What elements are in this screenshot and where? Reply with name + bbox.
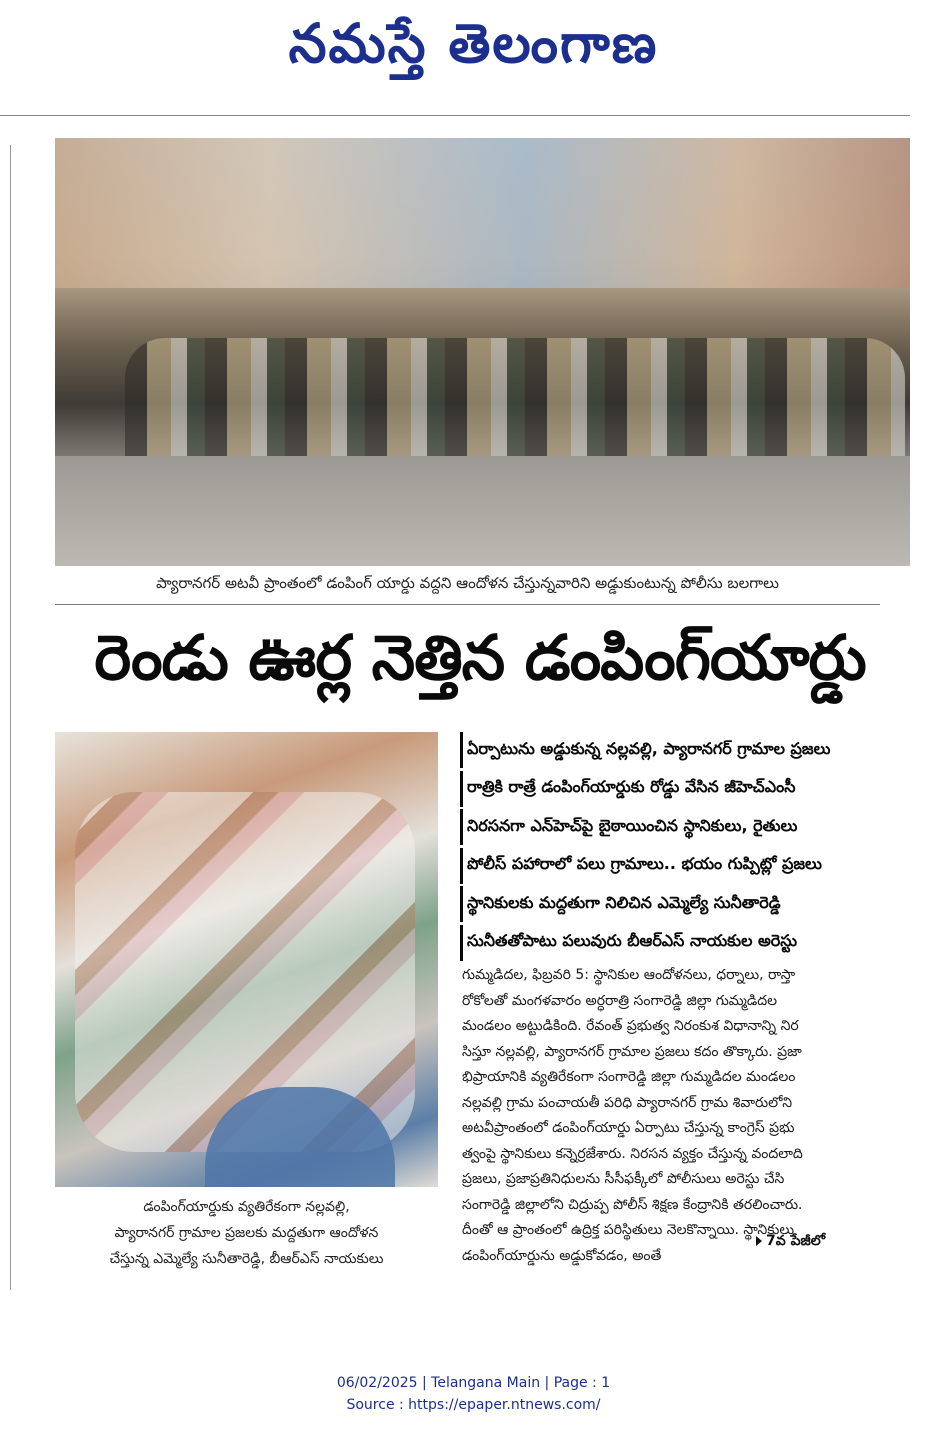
newspaper-logo: నమస్తే తెలంగాణ xyxy=(288,11,659,75)
page-footer xyxy=(0,1372,947,1416)
continued-label: 7వ పేజీలో xyxy=(766,1233,826,1249)
subheadline: పోలీస్ పహారాలో పలు గ్రామాలు.. భయం గుప్పిట్లో ప్రజలు xyxy=(460,848,915,884)
masthead xyxy=(0,0,947,100)
main-headline: రెండు ఊర్ల నెత్తిన డంపింగ్‌యార్డు xyxy=(94,620,866,694)
body-line: సంగారెడ్డి జిల్లాలోని చిద్రుప్ప పోలీస్ శిక్షణ కేంద్రానికి తరలించారు. xyxy=(462,1196,803,1213)
body-line: ప్రజలు, ప్రజాప్రతినిధులను సీసీఫక్కీలో పోలీసులు అరెస్టు చేసి xyxy=(462,1171,785,1187)
mla-protest-photo xyxy=(55,732,438,1187)
triangle-marker-icon xyxy=(756,1236,762,1246)
body-line: మండలం అట్టుడికింది. రేవంత్ ప్రభుత్వ నిరంకుశ విధానాన్ని నిర xyxy=(462,1018,799,1034)
column-divider xyxy=(10,145,11,1290)
top-photo-caption: ప్యారానగర్ అటవీ ప్రాంతంలో డంపింగ్ యార్డు వద్దని ఆందోళన చేస్తున్నవారిని అడ్డుకుంటున్న పోలీసు బలగాలు xyxy=(55,566,880,605)
body-line: భిప్రాయానికి వ్యతిరేకంగా సంగారెడ్డి జిల్లా గుమ్మడిదల మండలం xyxy=(462,1069,796,1085)
subheadline: రాత్రికి రాత్రే డంపింగ్‌యార్డుకు రోడ్డు వేసిన జీహెచ్‌ఎంసీ xyxy=(460,771,915,807)
caption-line: చేస్తున్న ఎమ్మెల్యే సునీతారెడ్డి, బీఆర్‌ఎస్ నాయకులు xyxy=(109,1251,384,1267)
body-line: దీంతో ఆ ప్రాంతంలో ఉద్రిక్త పరిస్థితులు నెలకొన్నాయి. స్థానికులు xyxy=(462,1222,795,1238)
subheadline-list xyxy=(460,732,915,963)
caption-line: డంపింగ్‌యార్డుకు వ్యతిరేకంగా నల్లవల్లి, xyxy=(143,1199,350,1215)
subheadline: నిరసనగా ఎన్‌హెచ్‌పై బైఠాయించిన స్థానికులు, రైతులు xyxy=(460,809,915,845)
body-line: త్వంపై స్థానికులు కన్నెర్రజేశారు. నిరసన వ్యక్తం చేస్తున్న వందలాది xyxy=(462,1145,803,1162)
continued-on-page-link[interactable] xyxy=(756,1233,825,1252)
subheadline: ఏర్పాటును అడ్డుకున్న నల్లవల్లి, ప్యారానగర్ గ్రామాల ప్రజలు xyxy=(460,732,915,768)
body-line: అటవీప్రాంతంలో డంపింగ్‌యార్డు ఏర్పాటు చేస్తున్న కాంగ్రెస్ ప్రభు xyxy=(462,1120,795,1136)
footer-source-link[interactable]: Source : https://epaper.ntnews.com/ xyxy=(346,1397,601,1413)
photo-background xyxy=(55,138,910,288)
photo-road xyxy=(55,456,910,566)
body-line: గుమ్మడిదల, ఫిబ్రవరి 5: స్థానికుల ఆందోళనలు, ధర్నాలు, రాస్తా xyxy=(462,967,796,983)
masthead-divider xyxy=(0,115,910,116)
subheadline: సునీతతోపాటు పలువురు బీఆర్‌ఎస్ నాయకుల అరెస్టు xyxy=(460,925,915,961)
footer-edition-info: 06/02/2025 | Telangana Main | Page : 1 xyxy=(336,1375,611,1391)
protest-police-photo xyxy=(55,138,910,566)
bottom-photo-caption xyxy=(55,1188,438,1272)
body-line: రోకోలతో మంగళవారం అర్ధరాత్రి సంగారెడ్డి జిల్లా గుమ్మడిదల xyxy=(462,992,778,1009)
article-body xyxy=(462,963,910,1269)
caption-line: ప్యారానగర్ గ్రామాల ప్రజలకు మద్దతుగా ఆందోళన xyxy=(114,1225,379,1241)
body-line: డంపింగ్‌యార్డును అడ్డుకోవడం, అంతే xyxy=(462,1247,662,1264)
subheadline: స్థానికులకు మద్దతుగా నిలిచిన ఎమ్మెల్యే సునీతారెడ్డి xyxy=(460,886,915,922)
body-line: సిస్తూ నల్లవల్లి, ప్యారానగర్ గ్రామాల ప్రజలు కదం తొక్కారు. ప్రజా xyxy=(462,1043,802,1060)
body-line: నల్లవల్లి గ్రామ పంచాయతీ పరిధి ప్యారానగర్ గ్రామ శివారులోని xyxy=(462,1094,793,1111)
